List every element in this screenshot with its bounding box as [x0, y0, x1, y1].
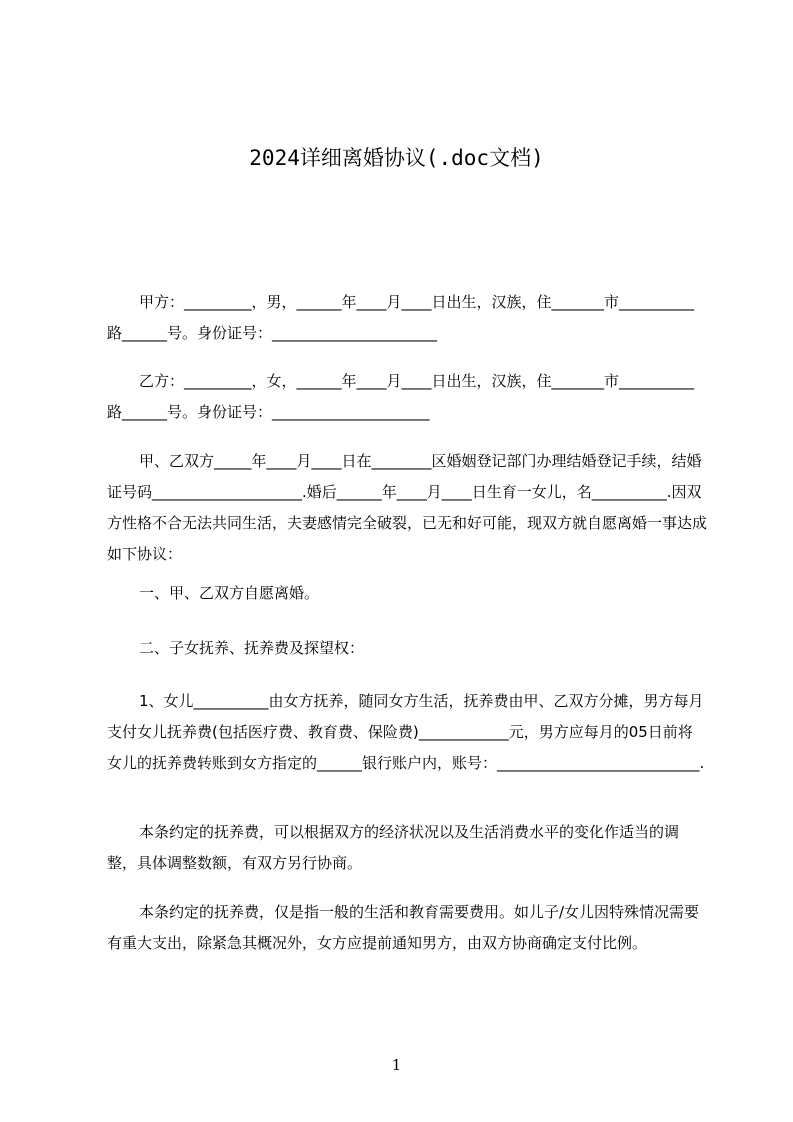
paragraph-support-scope: 本条约定的抚养费，仅是指一般的生活和教育需要费用。如儿子/女儿因特殊情况需要有重大支出，除紧急其概况外，女方应提前通知男方，由双方协商确定支付比例。 [107, 903, 700, 952]
paragraph-child-support: 1、女儿__________由女方抚养，随同女方生活，抚养费由甲、乙双方分摊，男方每月支付女儿抚养费(包括医疗费、教育费、保险费)____________元，男方应每月的05日前将女儿的抚养费转账到女方指定的______银行账户内，账号：___________________________. [107, 692, 705, 772]
paragraph-clause-2: 二、子女抚养、抚养费及探望权： [139, 639, 365, 657]
document-title: 2024详细离婚协议(.doc文档) [249, 146, 544, 170]
paragraph-marriage-info: 甲、乙双方_____年____月____日在________区婚姻登记部门办理结婚登记手续，结婚证号码____________________.婚后______年____月____日生育一女儿，名__________.因双方性格不合无法共同生活，夫妻感情完全破裂，已无和好可能，现双方就自愿离婚一事达成如下协议： [107, 452, 708, 563]
page-number: 1 [391, 1056, 402, 1074]
paragraph-clause-1: 一、甲、乙双方自愿离婚。 [139, 584, 320, 602]
paragraph-party-b: 乙方：_________，女，______年____月____日出生，汉族，住_______市__________路______号。身份证号：_____________________ [107, 372, 695, 421]
paragraph-support-adjustment: 本条约定的抚养费，可以根据双方的经济状况以及生活消费水平的变化作适当的调整，具体调整数额，有双方另行协商。 [107, 823, 680, 872]
paragraph-party-a: 甲方：_________，男，______年____月____日出生，汉族，住_______市__________路______号。身份证号：______________________ [107, 293, 695, 342]
